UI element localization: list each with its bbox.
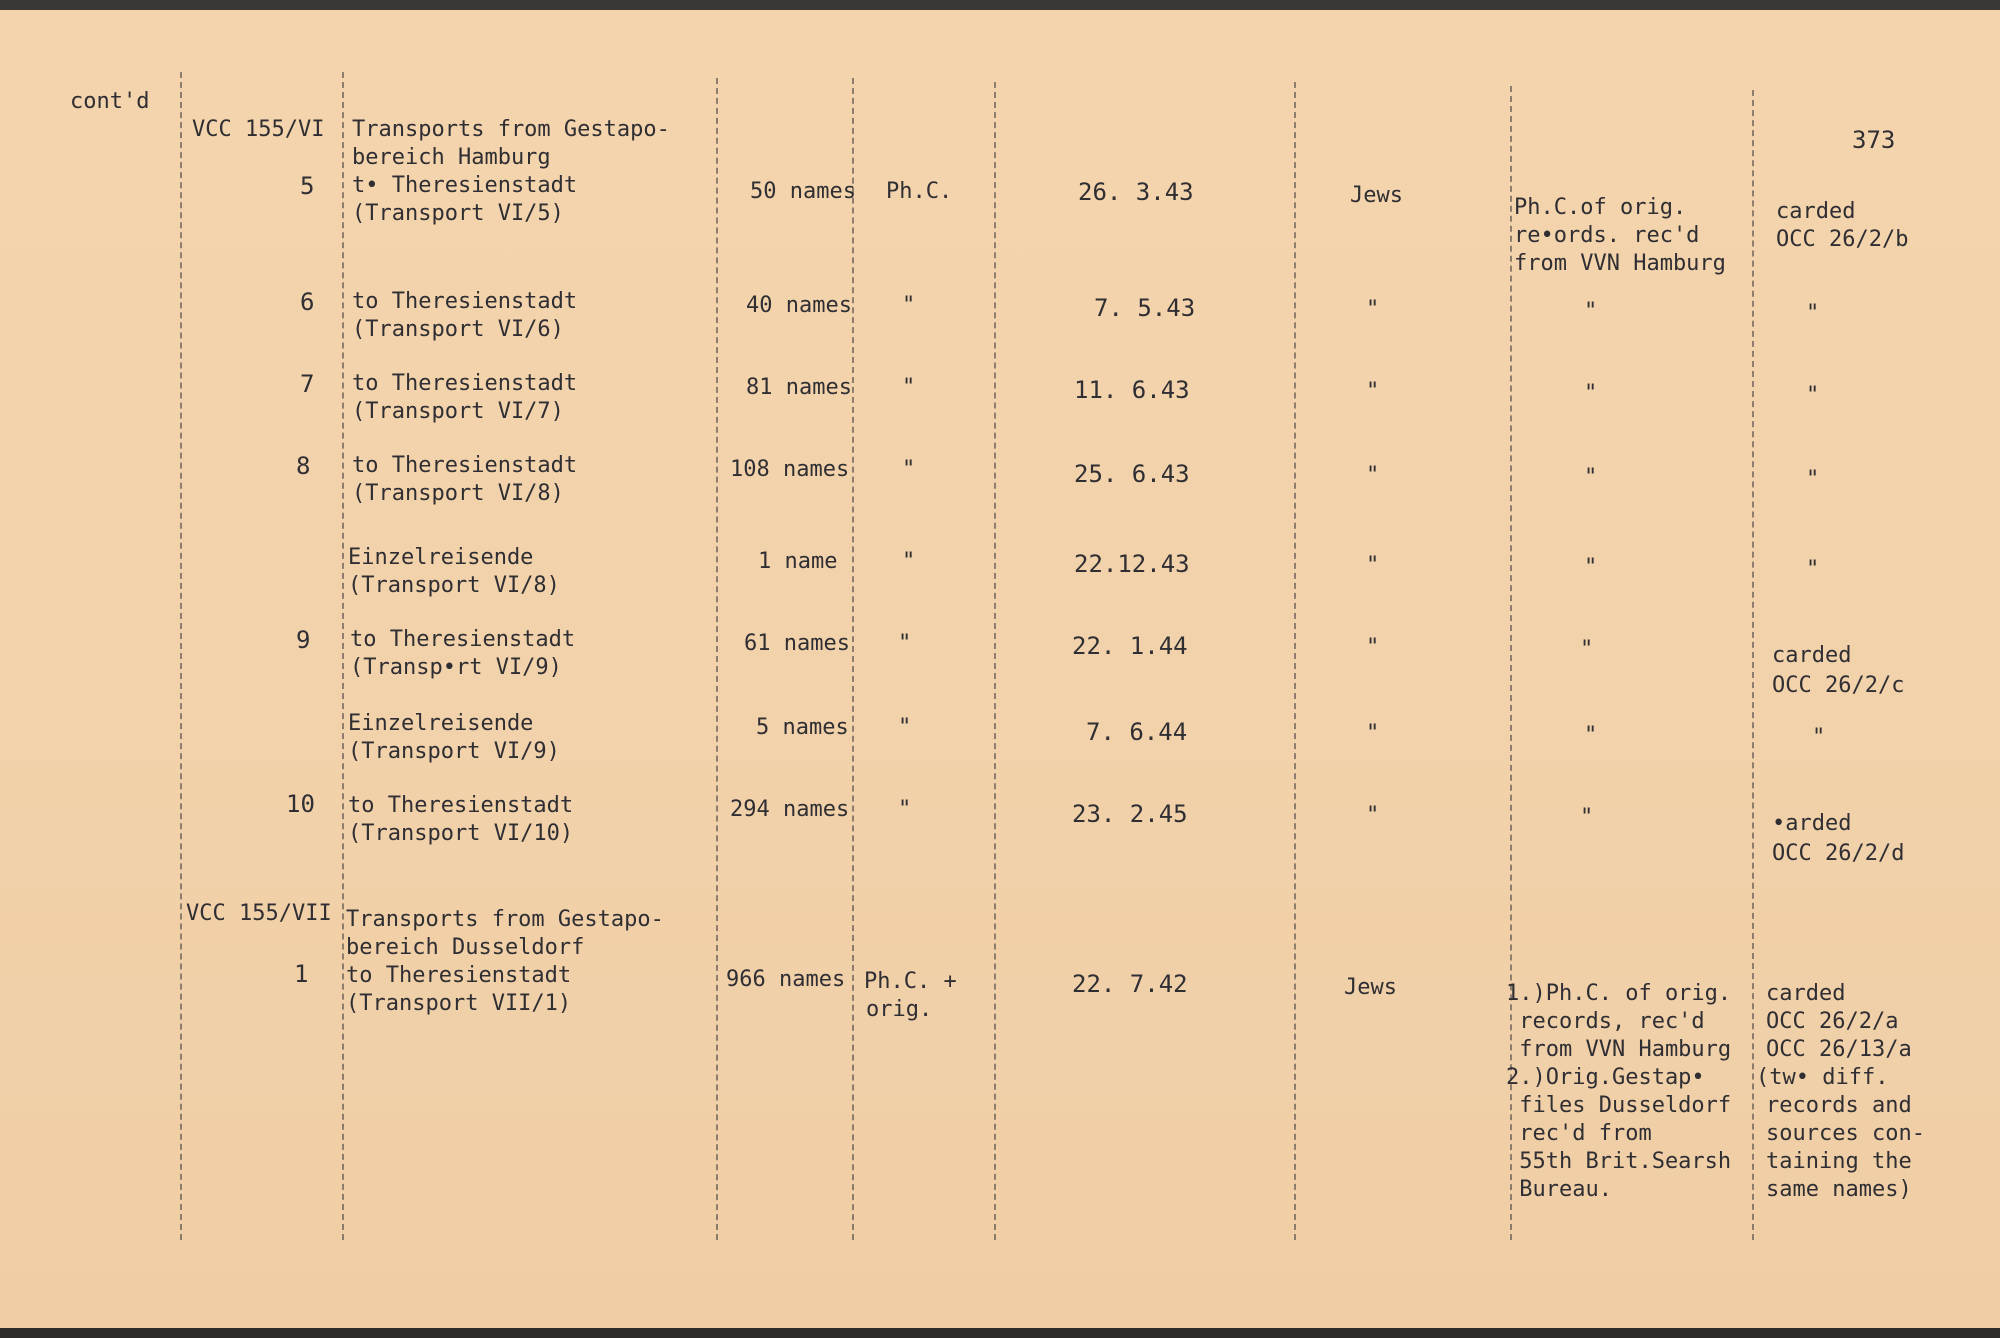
row-status: " (1806, 557, 1820, 582)
row-count: 50 names (750, 179, 856, 204)
row-transport: (Transport VI/7) (352, 399, 564, 424)
column-rule (852, 78, 854, 1240)
row-source: re•ords. rec'd (1514, 223, 1700, 248)
section-title: bereich Hamburg (352, 145, 551, 170)
row-source: " (1584, 381, 1598, 406)
row-status: " (1806, 383, 1820, 408)
row-date: 7. 6.44 (1086, 718, 1188, 746)
row-date: 7. 5.43 (1094, 294, 1196, 322)
row-description: Einzelreisende (348, 711, 534, 736)
row-status: carded (1772, 643, 1852, 668)
row-source: Ph.C.of orig. (1514, 195, 1687, 220)
row-description: to Theresienstadt (352, 289, 578, 314)
row-source: Bureau. (1506, 1177, 1612, 1202)
row-source: from VVN Hamburg (1514, 251, 1726, 276)
row-description: to Theresienstadt (350, 627, 576, 652)
row-description: to Theresienstadt (352, 371, 578, 396)
row-status: sources con- (1766, 1121, 1925, 1146)
row-group: Jews (1350, 183, 1403, 208)
row-group: " (1366, 379, 1380, 404)
row-transport: (Transport VI/8) (352, 481, 564, 506)
row-count: 108 names (730, 457, 850, 482)
row-number: 6 (300, 288, 315, 316)
row-date: 22.12.43 (1074, 550, 1190, 578)
row-count: 5 names (756, 715, 849, 740)
contd-label: cont'd (70, 89, 150, 114)
row-group: Jews (1344, 975, 1397, 1000)
row-date: 26. 3.43 (1078, 178, 1194, 206)
row-transport: (Transport VI/10) (348, 821, 574, 846)
row-status: OCC 26/2/a (1766, 1009, 1899, 1034)
row-status: carded (1776, 199, 1856, 224)
row-type: " (898, 715, 912, 740)
row-source: " (1580, 637, 1594, 662)
section-title: bereich Dusseldorf (346, 935, 585, 960)
row-count: 1 name (758, 549, 838, 574)
document-page (0, 10, 2000, 1328)
section-title: Transports from Gestapo- (352, 117, 670, 142)
row-group: " (1366, 803, 1380, 828)
row-status: " (1806, 301, 1820, 326)
row-source: " (1580, 805, 1594, 830)
row-type: " (902, 375, 916, 400)
row-source: 2.)Orig.Gestap• (1506, 1065, 1705, 1090)
row-count: 294 names (730, 797, 850, 822)
row-type: " (898, 631, 912, 656)
row-date: 22. 1.44 (1072, 632, 1188, 660)
column-rule (342, 72, 344, 1240)
row-source: " (1584, 299, 1598, 324)
row-number: 9 (296, 626, 311, 654)
row-status: (tw• diff. (1756, 1065, 1889, 1090)
row-description: Einzelreisende (348, 545, 534, 570)
row-source: from VVN Hamburg (1506, 1037, 1732, 1062)
row-status: records and (1766, 1093, 1912, 1118)
row-type: " (902, 293, 916, 318)
row-group: " (1366, 463, 1380, 488)
column-rule (994, 82, 996, 1240)
row-transport: (Transport VI/9) (348, 739, 560, 764)
column-rule (1752, 90, 1754, 1240)
row-description: to Theresienstadt (346, 963, 572, 988)
row-description: to Theresienstadt (352, 453, 578, 478)
row-source: files Dusseldorf (1506, 1093, 1732, 1118)
row-source: " (1584, 465, 1598, 490)
column-rule (180, 72, 182, 1240)
row-transport: (Transport VII/1) (346, 991, 572, 1016)
row-type: " (898, 797, 912, 822)
row-source: rec'd from (1506, 1121, 1652, 1146)
row-source: 1.)Ph.C. of orig. (1506, 981, 1732, 1006)
row-type: Ph.C. (886, 179, 953, 204)
row-source: " (1584, 723, 1598, 748)
row-count: 966 names (726, 967, 846, 992)
row-status: OCC 26/13/a (1766, 1037, 1912, 1062)
row-transport: (Transport VI/6) (352, 317, 564, 342)
row-source: 55th Brit.Searsh (1506, 1149, 1732, 1174)
row-group: " (1366, 297, 1380, 322)
row-status: carded (1766, 981, 1846, 1006)
column-rule (1294, 82, 1296, 1240)
page-number: 373 (1852, 126, 1896, 154)
section-title: Transports from Gestapo- (346, 907, 664, 932)
row-status: OCC 26/2/b (1776, 227, 1909, 252)
row-number: 5 (300, 172, 315, 200)
row-type: " (902, 457, 916, 482)
row-group: " (1366, 635, 1380, 660)
row-number: 10 (286, 790, 315, 818)
row-count: 61 names (744, 631, 850, 656)
row-source: " (1584, 555, 1598, 580)
row-date: 22. 7.42 (1072, 970, 1188, 998)
row-status: taining the (1766, 1149, 1912, 1174)
row-number: 7 (300, 370, 315, 398)
row-description: to Theresienstadt (348, 793, 574, 818)
section-code: VCC 155/VII (186, 901, 332, 926)
row-type: Ph.C. + (864, 969, 957, 994)
row-status: " (1812, 725, 1826, 750)
row-date: 11. 6.43 (1074, 376, 1190, 404)
row-date: 23. 2.45 (1072, 800, 1188, 828)
row-type: " (902, 549, 916, 574)
section-code: VCC 155/VI (192, 117, 325, 142)
row-count: 81 names (746, 375, 852, 400)
row-description: t• Theresienstadt (352, 173, 578, 198)
row-count: 40 names (746, 293, 852, 318)
row-group: " (1366, 553, 1380, 578)
row-type: orig. (866, 997, 933, 1022)
row-status: " (1806, 467, 1820, 492)
row-status: same names) (1766, 1177, 1912, 1202)
row-number: 8 (296, 452, 311, 480)
row-group: " (1366, 721, 1380, 746)
row-source: records, rec'd (1506, 1009, 1705, 1034)
row-status: •arded (1772, 811, 1852, 836)
row-transport: (Transport VI/8) (348, 573, 560, 598)
column-rule (716, 78, 718, 1240)
scan-edge (0, 1328, 2000, 1338)
row-number: 1 (294, 960, 309, 988)
row-status: OCC 26/2/d (1772, 841, 1905, 866)
row-transport: (Transp•rt VI/9) (350, 655, 562, 680)
row-date: 25. 6.43 (1074, 460, 1190, 488)
row-transport: (Transport VI/5) (352, 201, 564, 226)
row-status: OCC 26/2/c (1772, 673, 1905, 698)
